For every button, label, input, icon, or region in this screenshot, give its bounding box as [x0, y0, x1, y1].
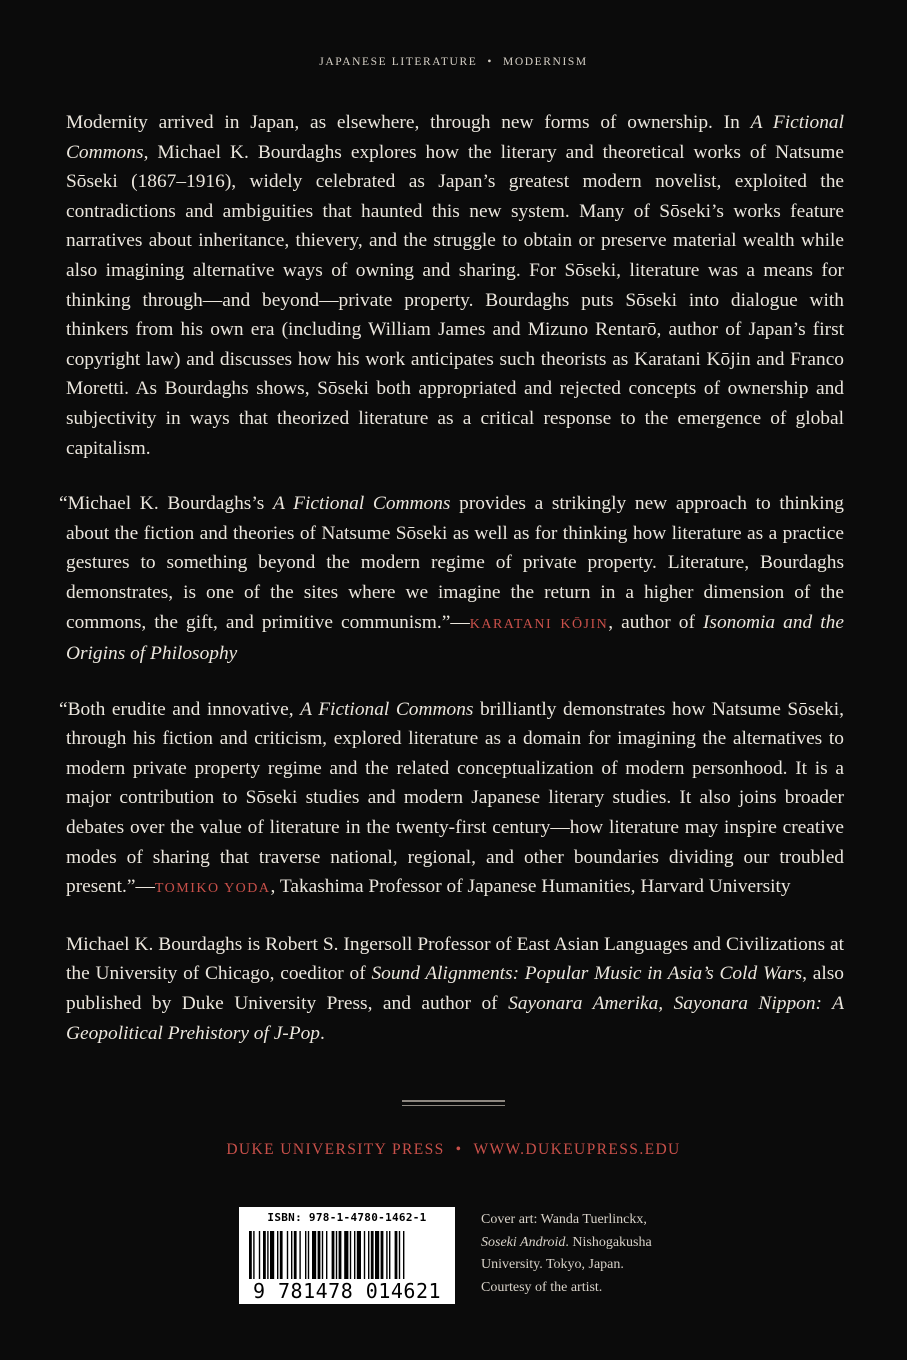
barcode-bars [249, 1231, 445, 1281]
artwork-title: Soseki Android [481, 1234, 566, 1250]
author-bio: Michael K. Bourdaghs is Robert S. Ingersoll Professor of East Asian Languages and Civilizations at the University of Chicago, coeditor of Sound Alignments: Popular Music in Asia’s Cold Wars, also published by Duke University Press, and author of Sayonara Amerika, Sayonara Nippon: A Geopolitical Prehistory of J-Pop. [66, 933, 844, 1044]
barcode-number: 9 781478 014621 [252, 1279, 442, 1303]
back-cover-text [59, 108, 844, 1074]
publisher-name: DUKE UNIVERSITY PRESS [226, 1141, 445, 1158]
book-description: Modernity arrived in Japan, as elsewhere, through new forms of ownership. In A Fictional Commons, Michael K. Bourdaghs explores how the literary and theoretical works of Natsume Sōseki (1867–1916), widely celebrated as Japan’s greatest modern novelist, exploited the contradictions and ambiguities that haunted this new system. Many of Sōseki’s works feature narratives about inheritance, thievery, and the struggle to obtain or preserve material wealth while also imagining alternative ways of owning and sharing. For Sōseki, literature was a means for thinking through—and beyond—private property. Bourdaghs puts Sōseki into dialogue with thinkers from his own era (including William James and Mizuno Rentarō, author of Japan’s first copyright law) and discusses how his work anticipates such theorists as Karatani Kōjin and Franco Moretti. As Bourdaghs shows, Sōseki both appropriated and rejected concepts of ownership and subjectivity in ways that theorized literature as a critical response to the emergence of global capitalism. [66, 112, 844, 459]
book-title: A Fictional Commons [272, 493, 451, 515]
decorative-rule [402, 1100, 505, 1109]
category-japanese-literature: JAPANESE LITERATURE [319, 56, 478, 68]
isbn-label: ISBN: 978-1-4780-1462-1 [267, 1211, 427, 1224]
blurb-author-book: Isonomia and the Origins of Philosophy [66, 611, 844, 665]
cover-credit: Cover art: Wanda Tuerlinckx, Soseki Android. Nishogakusha University. Tokyo, Japan. Courtesy of the artist. [481, 1212, 652, 1295]
blurb-yoda: “Both erudite and innovative, A Fictional Commons brilliantly demonstrates how Natsume Sōseki, through his fiction and criticism, explored literature as a domain for imagining the alternatives to modern private property regime and the related conceptualization of modern personhood. It is a major contribution to Sōseki studies and modern Japanese literary studies. It also joins broader debates over the value of literature in the twenty-first century—how literature may inspire creative modes of sharing that traverse national, regional, and other boundaries dividing our troubled present.”—TOMIKO YODA, Takashima Professor of Japanese Humanities, Harvard University [59, 698, 844, 898]
isbn-barcode [239, 1207, 455, 1304]
publisher-separator: • [455, 1141, 463, 1158]
book-title: A Fictional Commons [300, 698, 474, 720]
book-title: A Fictional Commons [66, 112, 844, 163]
publisher-line [0, 1141, 907, 1159]
blurb-author-name: TOMIKO YODA [154, 881, 271, 897]
category-line [0, 56, 907, 68]
bio-book-title: Sayonara Amerika, Sayonara Nippon: A Geopolitical Prehistory of J-Pop [66, 993, 844, 1044]
blurb-karatani: “Michael K. Bourdaghs’s A Fictional Commons provides a strikingly new approach to thinking about the fiction and theories of Natsume Sōseki as well as for thinking how literature as a practice gestures to something beyond the modern regime of private property. Literature, Bourdaghs demonstrates, is one of the sites where we imagine the return in a higher dimension of the commons, the gift, and primitive communism.”—KARATANI KŌJIN, author of Isonomia and the Origins of Philosophy [59, 493, 844, 665]
blurb-author-name: KARATANI KŌJIN [469, 616, 609, 632]
category-modernism: MODERNISM [503, 56, 588, 68]
publisher-url: WWW.DUKEUPRESS.EDU [473, 1141, 681, 1158]
category-separator: • [487, 56, 494, 68]
bio-book-title: Sound Alignments: Popular Music in Asia’s Cold Wars [371, 963, 803, 985]
